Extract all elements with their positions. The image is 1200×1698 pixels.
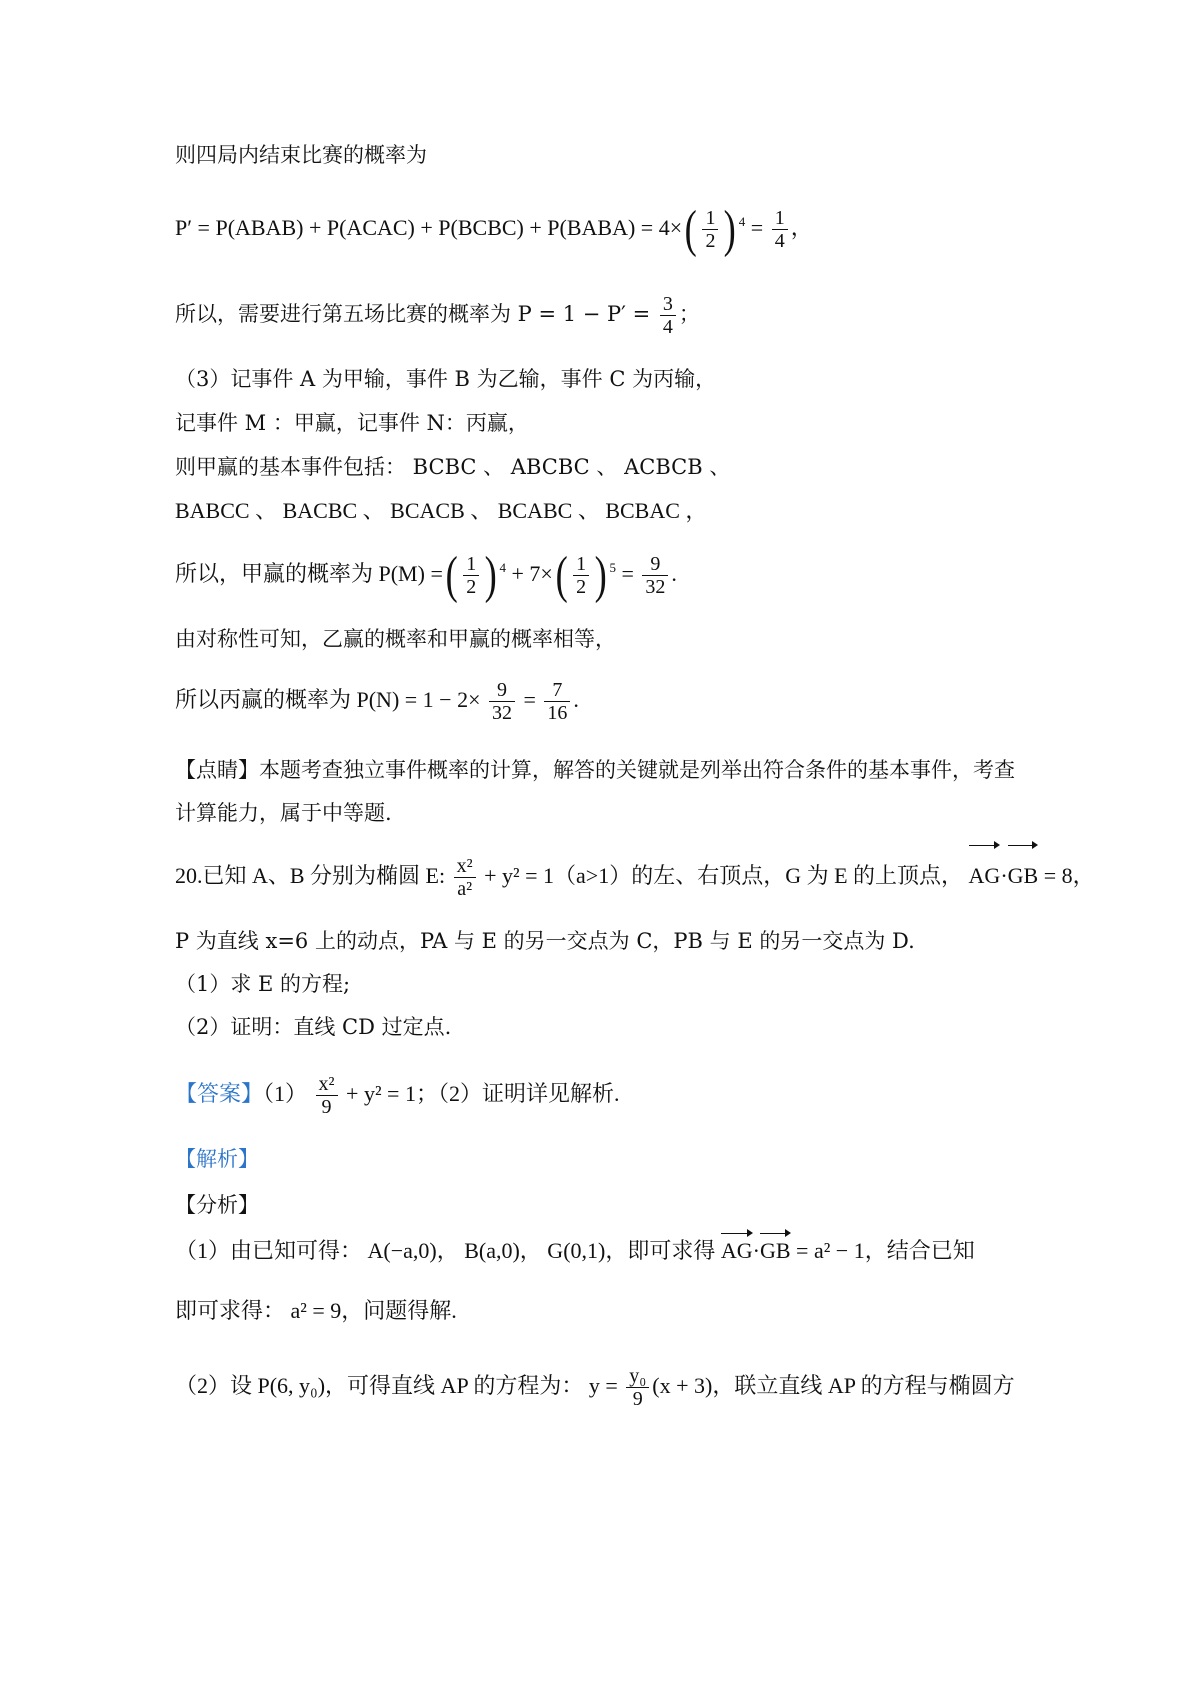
text: BABCC 、 BACBC 、 BCACB 、 BCABC 、 BCBAC ， (175, 498, 708, 523)
text-line (175, 140, 1035, 170)
left-paren: ( (555, 546, 568, 604)
answer-line (175, 1066, 1035, 1122)
text: （1） (263, 1081, 308, 1106)
text: P′ = P(ABAB) + P(ACAC) + P(BCBC) + P(BABA) = 4× (175, 215, 683, 240)
fraction (660, 293, 676, 338)
text: （1）求 E 的方程; (175, 972, 351, 996)
text: （1）由已知可得： A(−a,0)， B(a,0)， G(0,1)，即可求得 (175, 1238, 716, 1263)
numerator: 9 (642, 553, 668, 576)
exponent: 4 (738, 214, 746, 229)
fraction (642, 553, 668, 598)
text: = (523, 687, 536, 712)
text-line (175, 1236, 1035, 1266)
numerator: 1 (702, 207, 718, 230)
text: = (750, 215, 764, 240)
text-line (175, 755, 1035, 785)
exponent: 4 (499, 560, 507, 575)
numerator: 3 (660, 293, 676, 316)
text: · (752, 1238, 760, 1263)
fraction (702, 207, 718, 252)
text: . (573, 687, 579, 712)
denominator: 9 (632, 1388, 643, 1411)
text-line (175, 1012, 1035, 1042)
text: （3）记事件 A 为甲输，事件 B 为乙输，事件 C 为丙输， (175, 367, 717, 391)
denominator: 9 (321, 1096, 332, 1119)
denominator: 2 (705, 230, 716, 253)
right-paren: ) (484, 546, 497, 604)
text-line (175, 969, 1035, 999)
numerator: y₀ (626, 1365, 649, 1388)
text-line (175, 624, 1035, 654)
equation-line (175, 196, 1035, 260)
fraction (489, 679, 515, 724)
denominator: 2 (576, 576, 587, 599)
numerator: 1 (772, 207, 788, 230)
equation-line (175, 542, 1035, 606)
text: ； (678, 302, 700, 326)
text-line (175, 408, 1035, 438)
numerator: x² (316, 1073, 338, 1096)
text: 【点睛】本题考查独立事件概率的计算，解答的关键就是列举出符合条件的基本事件，考查 (175, 758, 1015, 782)
text: (x + 3)，联立直线 AP 的方程与椭圆方 (652, 1373, 1015, 1398)
problem-line (175, 848, 1095, 904)
equation-line (175, 1358, 1035, 1414)
text: 则甲赢的基本事件包括： BCBC 、 ABCBC 、 ACBCB 、 (175, 455, 731, 479)
text: = 8， (1043, 863, 1095, 888)
text: 记事件 M ：甲赢，记事件 N：丙赢， (175, 411, 529, 435)
text-line (175, 1190, 1035, 1220)
vector-ag: AG (721, 1236, 753, 1266)
vector-gb: GB (1008, 848, 1039, 904)
numerator: 7 (544, 679, 570, 702)
text-line (175, 288, 1035, 340)
text: 所以丙赢的概率为 P(N) = 1 − 2× (175, 687, 481, 712)
text: + y² = 1；（2）证明详见解析. (346, 1081, 620, 1106)
text-line (175, 926, 1035, 956)
text: 即可求得： a² = 9，问题得解. (175, 1298, 457, 1323)
text-line (175, 452, 1035, 482)
text: ， (790, 215, 813, 240)
text: 所以，需要进行第五场比赛的概率为 P = 1 − P′ = (175, 302, 651, 326)
right-paren: ) (594, 546, 607, 604)
fraction (454, 855, 476, 900)
numerator: 1 (463, 553, 479, 576)
text-line (175, 1144, 1035, 1174)
denominator: 32 (492, 702, 512, 725)
text-line (175, 1296, 1035, 1326)
text-line (175, 798, 1035, 828)
denominator: 4 (774, 230, 785, 253)
text: 20.已知 A、B 分别为椭圆 E: (175, 863, 446, 888)
text: P 为直线 x=6 上的动点，PA 与 E 的另一交点为 C，PB 与 E 的另一交点为 D. (175, 929, 915, 953)
fraction (463, 553, 479, 598)
left-paren: ( (445, 546, 458, 604)
text: + y² = 1（a>1）的左、右顶点，G 为 E 的上顶点， (484, 863, 964, 888)
analysis-tag: 【解析】 (175, 1147, 259, 1171)
numerator: 9 (489, 679, 515, 702)
text: + 7× (511, 561, 553, 586)
text: = a² − 1，结合已知 (796, 1238, 975, 1263)
left-paren: ( (684, 200, 697, 258)
numerator: x² (454, 855, 476, 878)
equation-line (175, 672, 1035, 728)
denominator: 4 (662, 316, 673, 338)
text: = (621, 561, 634, 586)
denominator: 2 (466, 576, 477, 599)
vector-gb: GB (760, 1236, 791, 1266)
text: 计算能力，属于中等题. (175, 801, 392, 825)
text: . (671, 561, 677, 586)
text-line (175, 496, 1035, 526)
numerator: 1 (573, 553, 589, 576)
fraction (573, 553, 589, 598)
right-paren: ) (724, 200, 737, 258)
text: （2）设 P(6, y₀)，可得直线 AP 的方程为： y = (175, 1373, 618, 1398)
denominator: 16 (547, 702, 568, 725)
fraction (772, 207, 788, 252)
answer-tag: 【答案】 (175, 1081, 264, 1106)
fraction (544, 679, 570, 724)
fraction (316, 1073, 338, 1118)
text: 由对称性可知，乙赢的概率和甲赢的概率相等， (175, 627, 616, 651)
text: 【分析】 (175, 1193, 259, 1217)
text: · (1000, 863, 1008, 888)
text: 所以，甲赢的概率为 P(M) = (175, 561, 443, 586)
denominator: 32 (645, 576, 666, 599)
text-line (175, 364, 1035, 394)
fraction (626, 1365, 649, 1410)
text: （2）证明：直线 CD 过定点. (175, 1015, 452, 1039)
vector-ag: AG (969, 848, 1001, 904)
text: 则四局内结束比赛的概率为 (175, 143, 427, 167)
denominator: a² (457, 878, 473, 901)
exponent: 5 (609, 560, 616, 575)
